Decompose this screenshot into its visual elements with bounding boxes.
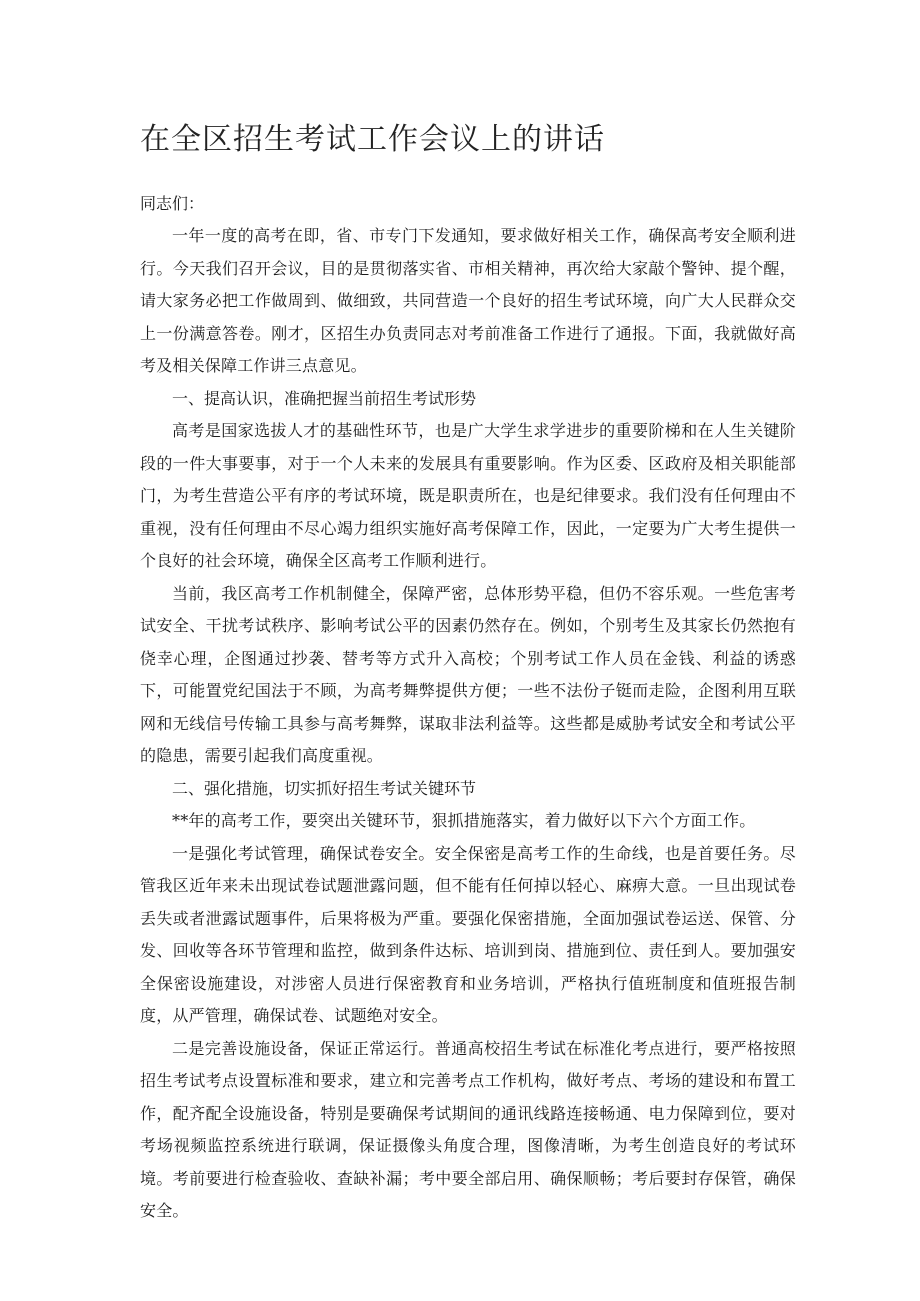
paragraph: 当前，我区高考工作机制健全，保障严密，总体形势平稳，但仍不容乐观。一些危害考试安全、干扰考试秩序、影响考试公平的因素仍然存在。例如，个别考生及其家长仍然抱有侥幸心理，企图通过抄袭、替考等方式升入高校；个别考试工作人员在金钱、利益的诱惑下，可能置党纪国法于不顾，为高考舞弊提供方便；一些不法份子铤而走险，企图利用互联网和无线信号传输工具参与高考舞弊，谋取非法利益等。这些都是威胁考试安全和考试公平的隐患，需要引起我们高度重视。 [140,583,796,765]
document-body [140,120,796,1228]
paragraph: 二是完善设施设备，保证正常运行。普通高校招生考试在标准化考点进行，要严格按照招生考试考点设置标准和要求，建立和完善考点工作机构，做好考点、考场的建设和布置工作，配齐配全设施设备，特别是要确保考试期间的通讯线路连接畅通、电力保障到位，要对考场视频监控系统进行联调，保证摄像头角度合理，图像清晰，为考生创造良好的考试环境。考前要进行检查验收、查缺补漏；考中要全部启用、确保顺畅；考后要封存保管，确保安全。 [140,1038,796,1220]
section-heading-2: 二、强化措施，切实抓好招生考试关键环节 [172,778,477,798]
salutation: 同志们： [140,194,205,213]
paragraph: **年的高考工作，要突出关键环节，狠抓措施落实，着力做好以下六个方面工作。 [172,811,756,830]
paragraph-intro: 一年一度的高考在即，省、市专门下发通知，要求做好相关工作，确保高考安全顺利进行。今天我们召开会议，目的是贯彻落实省、市相关精神，再次给大家敲个警钟、提个醒，请大家务必把工作做周到、做细致，共同营造一个良好的招生考试环境，向广大人民群众交上一份满意答卷。刚才，区招生办负责同志对考前准备工作进行了通报。下面，我就做好高考及相关保障工作讲三点意见。 [140,226,796,375]
paragraph: 一是强化考试管理，确保试卷安全。安全保密是高考工作的生命线，也是首要任务。尽管我区近年来未出现试卷试题泄露问题，但不能有任何掉以轻心、麻痹大意。一旦出现试卷丢失或者泄露试题事件，后果将极为严重。要强化保密措施，全面加强试卷运送、保管、分发、回收等各环节管理和监控，做到条件达标、培训到岗、措施到位、责任到人。要加强安全保密设施建设，对涉密人员进行保密教育和业务培训，严格执行值班制度和值班报告制度，从严管理，确保试卷、试题绝对安全。 [140,843,796,1025]
paragraph: 高考是国家选拔人才的基础性环节，也是广大学生求学进步的重要阶梯和在人生关键阶段的一件大事要事，对于一个人未来的发展具有重要影响。作为区委、区政府及相关职能部门，为考生营造公平有序的考试环境，既是职责所在，也是纪律要求。我们没有任何理由不重视，没有任何理由不尽心竭力组织实施好高考保障工作，因此，一定要为广大考生提供一个良好的社会环境，确保全区高考工作顺利进行。 [140,421,796,570]
document-title: 在全区招生考试工作会议上的讲话 [140,122,605,157]
section-heading-1: 一、提高认识，准确把握当前招生考试形势 [172,388,477,408]
